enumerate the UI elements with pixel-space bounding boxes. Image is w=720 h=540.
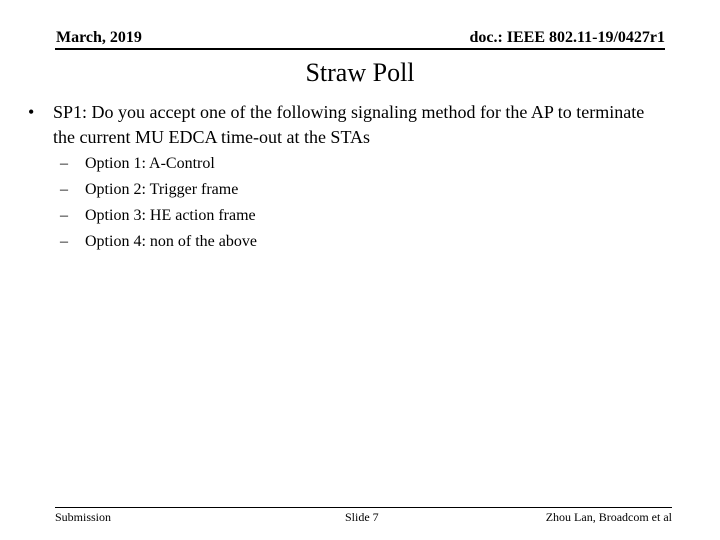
- option-text: Option 1: A-Control: [85, 155, 215, 172]
- header-doc-id: doc.: IEEE 802.11-19/0427r1: [469, 29, 665, 46]
- option-item: [60, 151, 257, 177]
- option-item: [60, 177, 257, 203]
- main-bullet: [28, 100, 668, 150]
- option-text: Option 3: HE action frame: [85, 207, 256, 224]
- dash-icon: –: [60, 233, 68, 250]
- footer-submission: Submission: [55, 510, 112, 524]
- option-item: [60, 203, 257, 229]
- footer-author: Zhou Lan, Broadcom et al: [545, 510, 672, 524]
- option-text: Option 2: Trigger frame: [85, 181, 239, 198]
- slide-title: Straw Poll: [305, 58, 415, 87]
- main-bullet-text: SP1: Do you accept one of the following signaling method for the AP to terminate the current MU EDCA time-out at the STAs: [53, 102, 645, 147]
- footer-divider: [55, 507, 672, 508]
- header-divider: [55, 48, 665, 50]
- footer-slide-number: Slide 7: [345, 510, 379, 524]
- dash-icon: –: [60, 207, 68, 224]
- dash-icon: –: [60, 155, 68, 172]
- bullet-icon: •: [28, 102, 35, 122]
- options-list: [60, 151, 257, 255]
- option-text: Option 4: non of the above: [85, 233, 257, 250]
- header-date: March, 2019: [56, 29, 142, 46]
- option-item: [60, 229, 257, 255]
- dash-icon: –: [60, 181, 68, 198]
